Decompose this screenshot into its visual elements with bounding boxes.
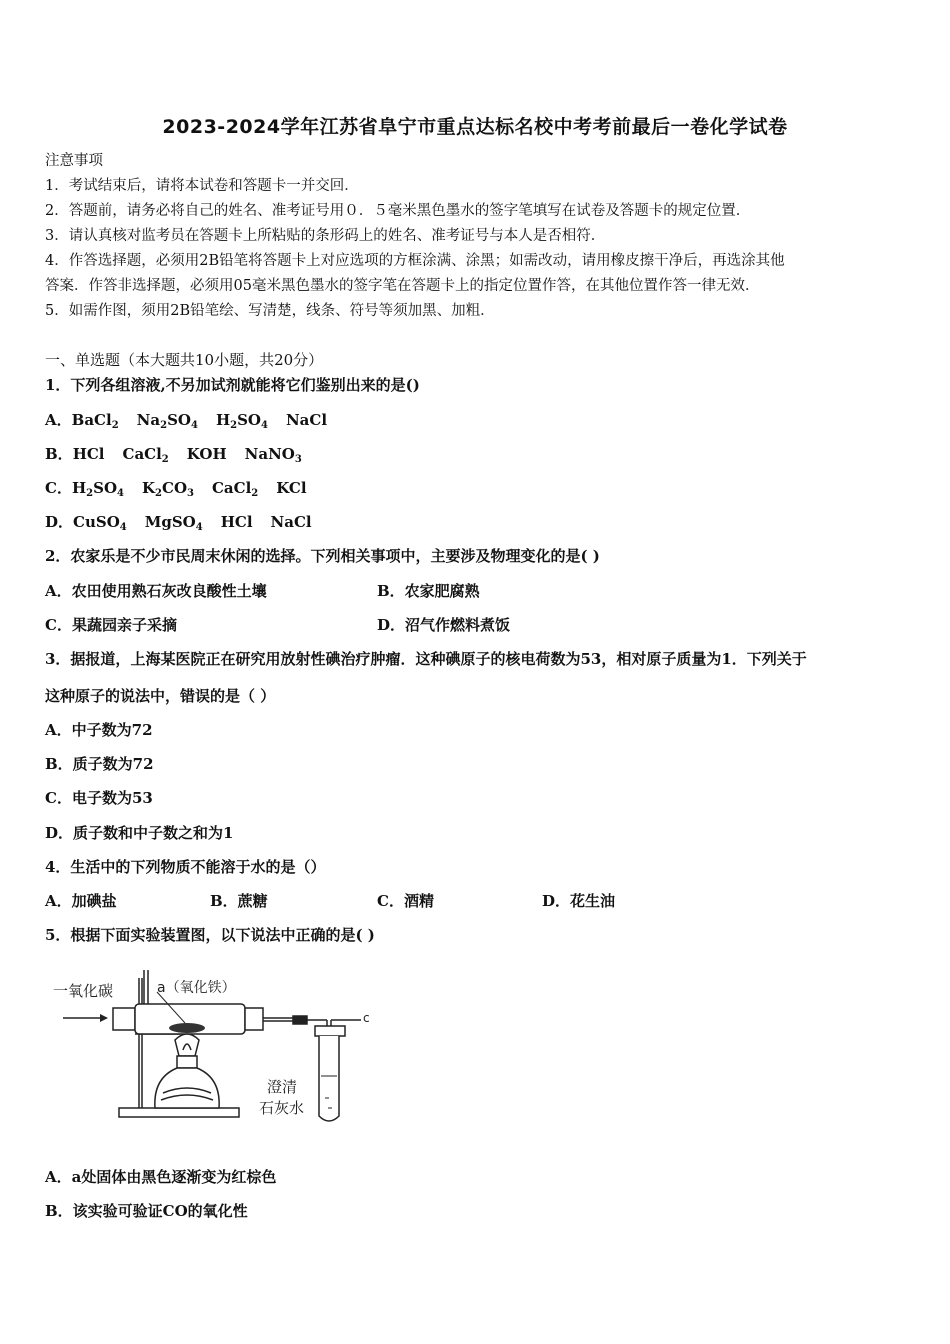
note-item: 4．作答选择题，必须用2B铅笔将答题卡上对应选项的方框涂满、涂黑；如需改动，请用橡皮擦干净后，再选涂其他 <box>45 253 785 269</box>
chemical-formula: NaCl <box>270 513 312 531</box>
chemical-formula: NaCl <box>285 411 328 429</box>
option-letter: D． <box>45 513 74 531</box>
option-letter: B． <box>45 445 73 463</box>
chemical-formula: KOH <box>186 445 227 463</box>
q4-option-a[interactable]: A．加碘盐 <box>45 892 117 910</box>
q4-option-c[interactable]: C．酒精 <box>377 892 434 910</box>
option-letter: C． <box>45 479 72 497</box>
figure-label-c: c <box>363 1011 370 1025</box>
chemical-formula: CuSO$_4$ <box>73 513 127 533</box>
figure-label-a: a（氧化铁） <box>157 980 236 996</box>
note-item: 3．请认真核对监考员在答题卡上所粘贴的条形码上的姓名、准考证号与本人是否相符． <box>45 228 606 244</box>
chemical-formula: $K_2CO_3$ <box>141 479 194 499</box>
q2-stem: 2．农家乐是不少市民周末休闲的选择。下列相关事项中，主要涉及物理变化的是( ) <box>45 547 600 565</box>
q3-stem-line1: 3．据报道，上海某医院正在研究用放射性碘治疗肿瘤．这种碘原子的核电荷数为53，相对原子质量为1．下列关于 <box>45 650 807 668</box>
q2-option-a[interactable]: A．农田使用熟石灰改良酸性土壤 <box>45 582 267 600</box>
q2-option-c[interactable]: C．果蔬园亲子采摘 <box>45 616 177 634</box>
q1-option-c[interactable] <box>45 478 325 504</box>
q4-stem: 4．生活中的下列物质不能溶于水的是（） <box>45 858 326 876</box>
chemical-formula: HCl <box>72 445 105 463</box>
section-heading: 一、单选题（本大题共10小题，共20分） <box>45 351 324 369</box>
figure-label-water-2: 石灰水 <box>259 1099 305 1117</box>
q4-option-b[interactable]: B．蔗糖 <box>210 892 268 910</box>
q1-option-a[interactable] <box>45 410 345 436</box>
gas-inlet-arrow <box>63 1014 108 1022</box>
notes-heading: 注意事项 <box>45 153 103 169</box>
q5-stem: 5．根据下面实验装置图，以下说法中正确的是( ) <box>45 926 375 944</box>
figure-label-co: 一氧化碳 <box>53 982 114 1000</box>
chemical-formula: CaCl$_2$ <box>122 445 169 465</box>
q1-option-d[interactable] <box>45 512 330 538</box>
note-item: 2．答题前，请务必将自己的姓名、准考证号用０．５毫米黑色墨水的签字笔填写在试卷及答题卡的规定位置． <box>45 203 751 219</box>
q2-option-b[interactable]: B．农家肥腐熟 <box>377 582 480 600</box>
chemical-formula: $H_2SO_4$ <box>71 479 124 499</box>
chemical-formula: $H_2SO_4$ <box>215 411 268 431</box>
figure-label-water-1: 澄清 <box>267 1078 298 1096</box>
q4-option-d[interactable]: D．花生油 <box>542 892 616 910</box>
chemical-formula: HCl <box>220 513 253 531</box>
note-item: 5．如需作图，须用2B铅笔绘、写清楚，线条、符号等须加黑、加粗． <box>45 303 495 319</box>
note-item: 答案．作答非选择题，必须用05毫米黑色墨水的签字笔在答题卡上的指定位置作答，在其他位置作答一律无效． <box>45 278 760 294</box>
q3-option-d[interactable]: D．质子数和中子数之和为1 <box>45 824 234 842</box>
chemical-formula: NaNO$_3$ <box>244 445 302 465</box>
experiment-apparatus-diagram <box>45 958 385 1133</box>
q1-stem: 1．下列各组溶液,不另加试剂就能将它们鉴别出来的是() <box>45 376 420 394</box>
q3-option-c[interactable]: C．电子数为53 <box>45 789 153 807</box>
q5-option-a[interactable]: A．a处固体由黑色逐渐变为红棕色 <box>45 1168 277 1186</box>
q2-option-d[interactable]: D．沼气作燃料煮饭 <box>377 616 511 634</box>
chemical-formula: BaCl$_2$ <box>71 411 119 431</box>
note-item: 1．考试结束后，请将本试卷和答题卡一并交回． <box>45 178 359 194</box>
q3-stem-line2: 这种原子的说法中，错误的是（ ） <box>45 687 276 705</box>
chemical-formula: KCl <box>276 479 307 497</box>
chemical-formula: MgSO$_4$ <box>144 513 203 533</box>
option-letter: A． <box>45 411 72 429</box>
chemical-formula: $Na_2SO_4$ <box>136 411 198 431</box>
q5-option-b[interactable]: B．该实验可验证CO的氧化性 <box>45 1202 248 1220</box>
q3-option-a[interactable]: A．中子数为72 <box>45 721 153 739</box>
alcohol-lamp <box>155 1034 219 1108</box>
q1-option-b[interactable] <box>45 444 320 470</box>
page-title: 2023-2024学年江苏省阜宁市重点达标名校中考考前最后一卷化学试卷 <box>162 116 788 138</box>
q3-option-b[interactable]: B．质子数为72 <box>45 755 154 773</box>
chemical-formula: CaCl$_2$ <box>211 479 259 499</box>
